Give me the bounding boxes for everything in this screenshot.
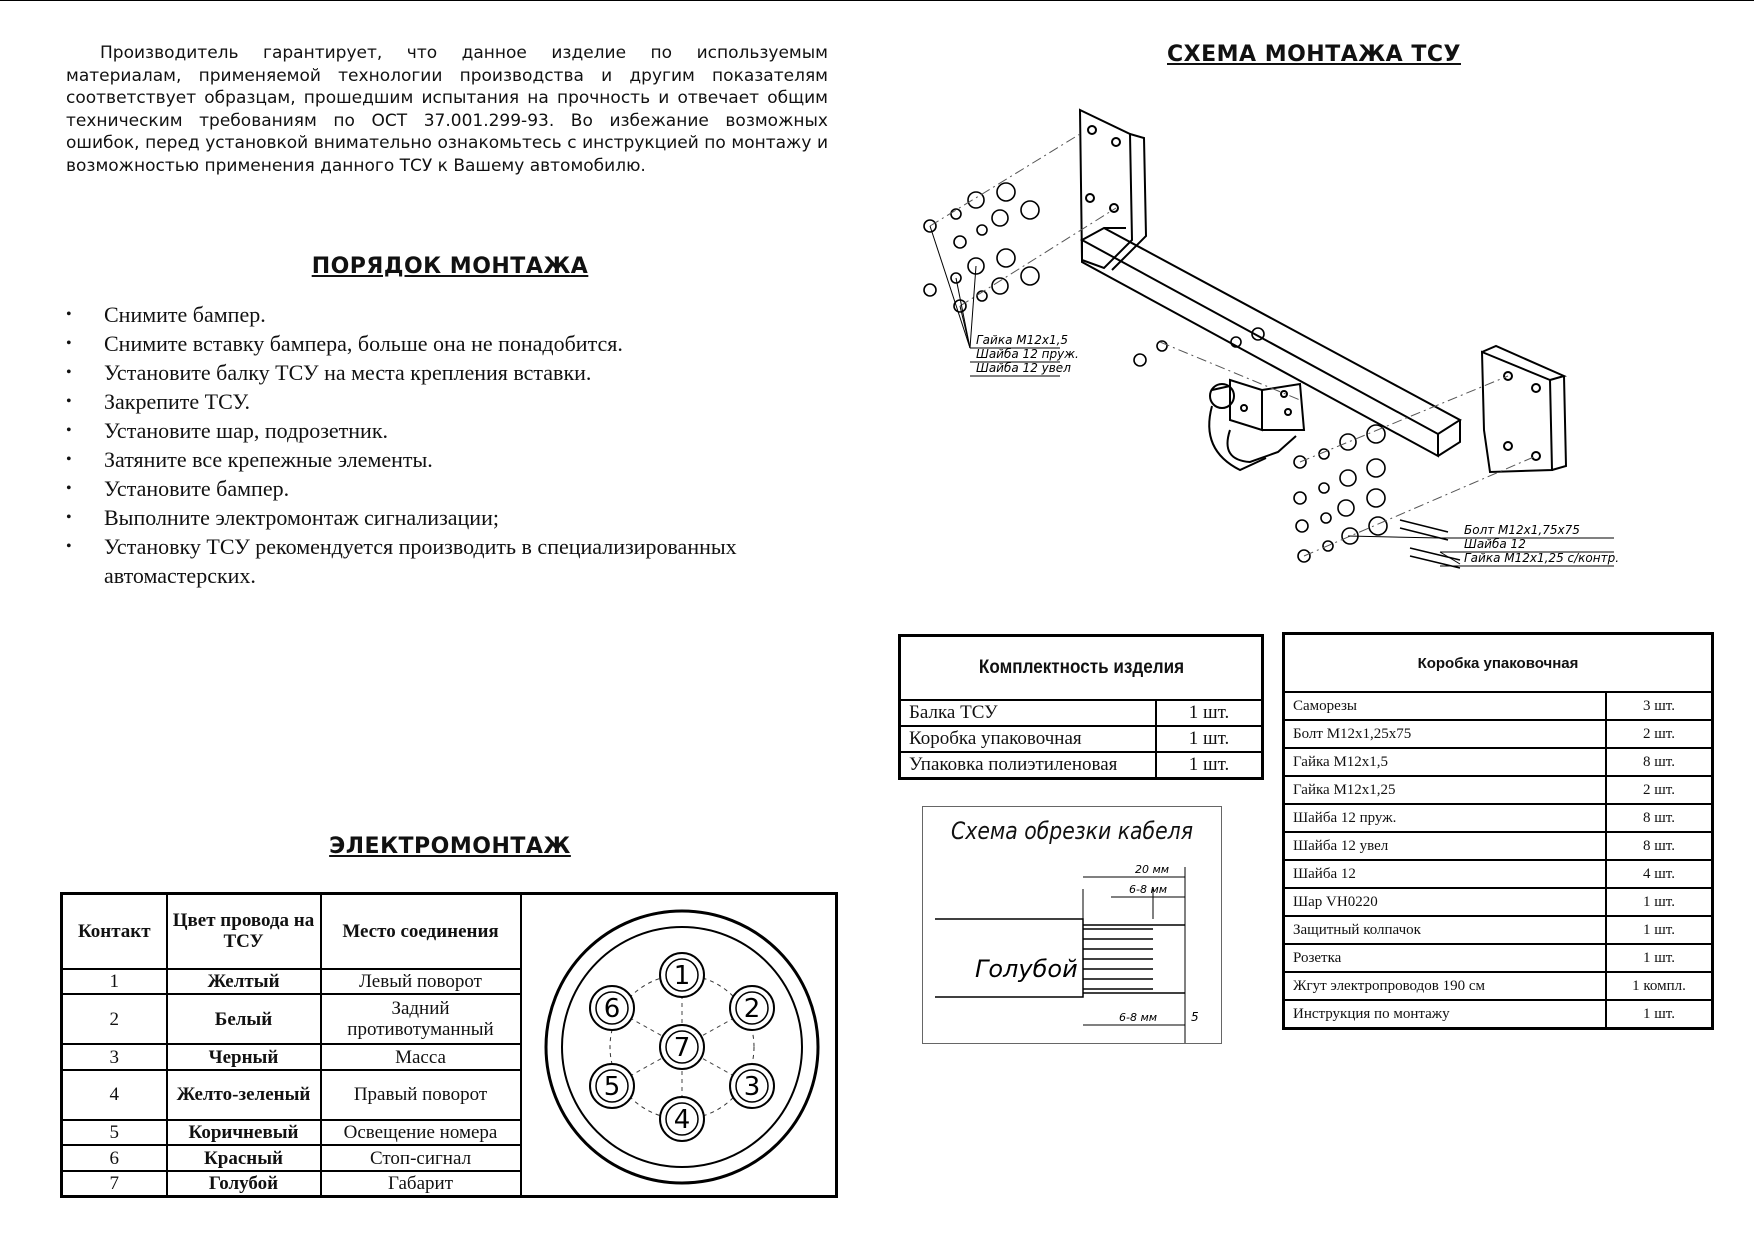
wire-color-cell: Голубой [167,1171,321,1197]
table-row [1284,1000,1713,1029]
install-step: • Выполните электромонтаж сигнализации; [66,503,856,532]
box-item-qty: 3 шт. [1606,692,1713,720]
install-step: • Снимите бампер. [66,300,856,329]
install-title: ПОРЯДОК МОНТАЖА [311,254,589,279]
scheme-title: СХЕМА МОНТАЖА ТСУ [1167,42,1461,67]
kit-item-qty: 1 шт. [1156,726,1263,752]
table-row [1284,748,1713,776]
kit-item-name: Балка ТСУ [900,700,1157,726]
box-contents-table [1282,632,1714,1030]
wire-color-cell: Желто-зеленый [167,1070,321,1120]
wire-color-label: Голубой [975,955,1078,983]
socket-pin-diagram [521,894,837,1197]
box-item-name: Розетка [1284,944,1607,972]
connection-cell: Задний противотуманный [321,994,521,1044]
install-step: • Установите бампер. [66,474,856,503]
box-item-name: Шайба 12 пруж. [1284,804,1607,832]
table-row [1284,804,1713,832]
box-item-qty: 2 шт. [1606,720,1713,748]
box-item-name: Жгут электропроводов 190 см [1284,972,1607,1000]
socket-pinout [522,895,832,1195]
table-row [1284,972,1713,1000]
contact-cell: 7 [62,1171,167,1197]
wire-color-cell: Белый [167,994,321,1044]
table-row [1284,916,1713,944]
connection-cell: Габарит [321,1171,521,1197]
pin-3 [730,1064,774,1108]
pin-4 [660,1097,704,1141]
box-item-name: Шайба 12 [1284,860,1607,888]
pin-label: 1 [673,961,690,991]
table-row [1284,776,1713,804]
callout-right-label: Болт М12х1,75х75 [1464,523,1580,537]
pin-6 [590,986,634,1030]
box-item-name: Саморезы [1284,692,1607,720]
pin-7 [660,1025,704,1069]
pin-2 [730,986,774,1030]
table-row [1284,720,1713,748]
cable-cut-diagram [922,806,1222,1044]
box-item-name: Шар VH0220 [1284,888,1607,916]
pin-label: 5 [603,1072,620,1102]
connection-cell: Масса [321,1044,521,1070]
connection-cell: Освещение номера [321,1120,521,1146]
pin-label: 7 [673,1033,690,1063]
callout-left-label: Гайка М12х1,5 [976,333,1069,347]
box-item-name: Инструкция по монтажу [1284,1000,1607,1029]
table-row [1284,860,1713,888]
pin-label: 4 [673,1105,690,1135]
kit-item-qty: 1 шт. [1156,752,1263,779]
contact-cell: 4 [62,1070,167,1120]
pin-label: 3 [743,1072,760,1102]
box-item-qty: 8 шт. [1606,748,1713,776]
table-row [1284,832,1713,860]
install-step: • Затяните все крепежные элементы. [66,445,856,474]
contact-cell: 5 [62,1120,167,1146]
cable-diagram-title: Схема обрезки кабеля [951,817,1193,845]
contact-cell: 1 [62,969,167,995]
electric-table [60,892,838,1198]
dim-inner-label: 6-8 мм [1129,883,1168,896]
callout-left-label: Шайба 12 пруж. [976,347,1079,361]
kit-item-name: Коробка упаковочная [900,726,1157,752]
callout-left-label: Шайба 12 увел [976,361,1071,375]
connection-cell: Правый поворот [321,1070,521,1120]
install-step: • Установите балку ТСУ на места крепления вставки. [66,358,856,387]
table-row [900,700,1263,726]
install-step: • Установку ТСУ рекомендуется производить в специализированных автомастерских. [66,532,856,590]
electric-header-contact: Контакт [62,894,167,969]
box-item-qty: 1 шт. [1606,944,1713,972]
electric-header-color: Цвет провода на ТСУ [167,894,321,969]
intro-paragraph: Производитель гарантирует, что данное изделие по используемым материалам, применяемой технологии производства и другим показателям соответствует образцам, прошедшим испытания на прочность и отвечает общим техническим требованиям по ОСТ 37.001.299-93. Во избежание возможных ошибок, перед установкой внимательно ознакомьтесь с инструкцией по монтажу и возможностью применения данного ТСУ к Вашему автомобилю. [66,43,828,176]
wire-color-cell: Коричневый [167,1120,321,1146]
install-step: • Снимите вставку бампера, больше она не понадобится. [66,329,856,358]
electric-header-place: Место соединения [321,894,521,969]
box-item-qty: 4 шт. [1606,860,1713,888]
table-row [900,752,1263,779]
box-item-qty: 8 шт. [1606,832,1713,860]
kit-item-name: Упаковка полиэтиленовая [900,752,1157,779]
box-title: Коробка упаковочная [1284,634,1713,693]
box-item-qty: 2 шт. [1606,776,1713,804]
electric-title: ЭЛЕКТРОМОНТАЖ [329,834,571,859]
wire-color-cell: Желтый [167,969,321,995]
box-item-name: Болт М12х1,25х75 [1284,720,1607,748]
box-item-name: Гайка М12х1,25 [1284,776,1607,804]
dim-bottom-label: 6-8 мм [1119,1011,1158,1024]
table-row [1284,944,1713,972]
dim-total-label: 20 мм [1135,863,1170,876]
callout-right-label: Гайка М12х1,25 с/контр. [1464,551,1620,565]
install-step: • Установите шар, подрозетник. [66,416,856,445]
box-item-name: Шайба 12 увел [1284,832,1607,860]
connection-cell: Левый поворот [321,969,521,995]
wire-color-cell: Красный [167,1145,321,1171]
pin-5 [590,1064,634,1108]
kit-table [898,634,1264,780]
install-steps-list [66,300,856,590]
contact-cell: 6 [62,1145,167,1171]
wire-color-cell: Черный [167,1044,321,1070]
box-item-name: Гайка М12х1,5 [1284,748,1607,776]
dim-small-label: 5 [1191,1010,1199,1024]
pin-label: 6 [603,994,620,1024]
top-rule [0,0,1754,1]
table-row [900,726,1263,752]
box-item-qty: 1 шт. [1606,1000,1713,1029]
callout-right-label: Шайба 12 [1464,537,1526,551]
table-row [1284,692,1713,720]
connection-cell: Стоп-сигнал [321,1145,521,1171]
install-step: • Закрепите ТСУ. [66,387,856,416]
kit-title: Комплектность изделия [918,636,1245,701]
table-row [1284,888,1713,916]
box-item-qty: 8 шт. [1606,804,1713,832]
box-item-qty: 1 компл. [1606,972,1713,1000]
kit-item-qty: 1 шт. [1156,700,1263,726]
cable-drawing [923,807,1221,1043]
box-item-name: Защитный колпачок [1284,916,1607,944]
contact-cell: 2 [62,994,167,1044]
pin-1 [660,953,704,997]
contact-cell: 3 [62,1044,167,1070]
pin-label: 2 [743,994,760,1024]
towbar-assembly-drawing [900,90,1660,630]
box-item-qty: 1 шт. [1606,888,1713,916]
box-item-qty: 1 шт. [1606,916,1713,944]
